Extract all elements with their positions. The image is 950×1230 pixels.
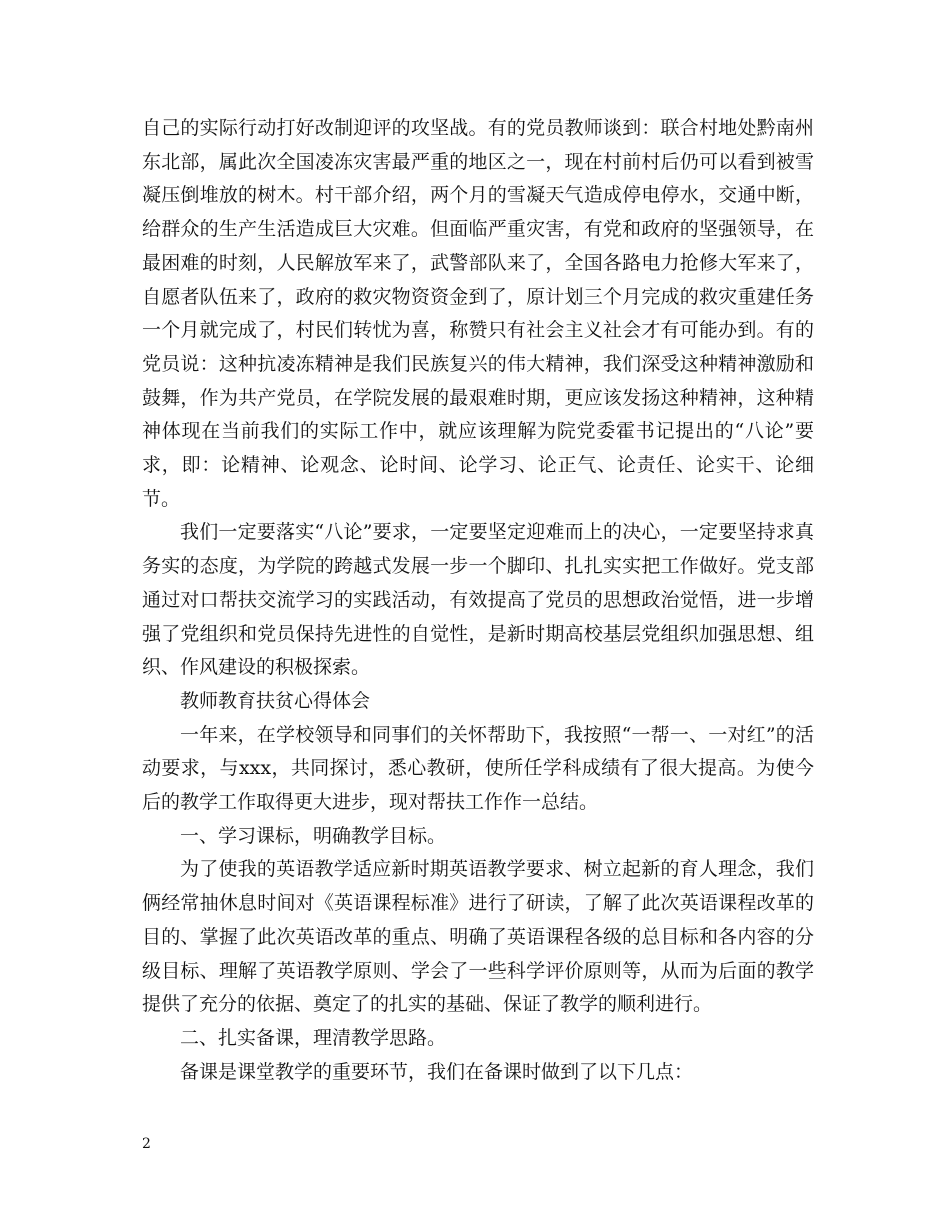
paragraph-1: 自己的实际行动打好改制迎评的攻坚战。有的党员教师谈到：联合村地处黔南州东北部，属此次全国凌冻灾害最严重的地区之一，现在村前村后仍可以看到被雪凝压倒堆放的树木。村干部介绍，两个月的雪凝天气造成停电停水，交通中断，给群众的生产生活造成巨大灾难。但面临严重灾害，有党和政府的坚强领导，在最困难的时刻，人民解放军来了，武警部队来了，全国各路电力抢修大军来了，自愿者队伍来了，政府的救灾物资资金到了，原计划三个月完成的救灾重建任务一个月就完成了，村民们转忧为喜，称赞只有社会主义社会才有可能办到。有的党员说：这种抗凌冻精神是我们民族复兴的伟大精神，我们深受这种精神激励和鼓舞，作为共产党员，在学院发展的最艰难时期，更应该发扬这种精神，这种精神体现在当前我们的实际工作中，就应该理解为院党委霍书记提出的“八论”要求，即：论精神、论观念、论时间、论学习、论正气、论责任、论实干、论细节。 [142, 117, 814, 510]
paragraph-5: 备课是课堂教学的重要环节，我们在备课时做到了以下几点： [180, 1060, 694, 1083]
paragraph-2: 我们一定要落实“八论”要求，一定要坚定迎难而上的决心，一定要坚持求真务实的态度，为学院的跨越式发展一步一个脚印、扎扎实实把工作做好。党支部通过对口帮扶交流学习的实践活动，有效提高了党员的思想政治觉悟，进一步增强了党组织和党员保持先进性的自觉性，是新时期高校基层党组织加强思想、组织、作风建设的积极探索。 [142, 521, 814, 679]
paragraph-4: 为了使我的英语教学适应新时期英语教学要求、树立起新的育人理念，我们俩经常抽休息时间对《英语课程标准》进行了研读，了解了此次英语课程改革的目的、掌握了此次英语改革的重点、明确了英语课程各级的总目标和各内容的分级目标、理解了英语教学原则、学会了一些科学评价原则等，从而为后面的教学提供了充分的依据、奠定了的扎实的基础、保证了教学的顺利进行。 [142, 858, 814, 1016]
heading-1: 一、学习课标，明确教学目标。 [180, 824, 447, 847]
section-title: 教师教育扶贫心得体会 [180, 689, 371, 712]
paragraph-3: 一年来，在学校领导和同事们的关怀帮助下，我按照“一帮一、一对红”的活动要求，与xxx，共同探讨，悉心教研，使所任学科成绩有了很大提高。为使今后的教学工作取得更大进步，现对帮扶工作作一总结。 [142, 723, 814, 814]
page-number: 2 [142, 1136, 151, 1152]
document-body [142, 112, 814, 1089]
heading-2: 二、扎实备课，理清教学思路。 [180, 1026, 447, 1049]
